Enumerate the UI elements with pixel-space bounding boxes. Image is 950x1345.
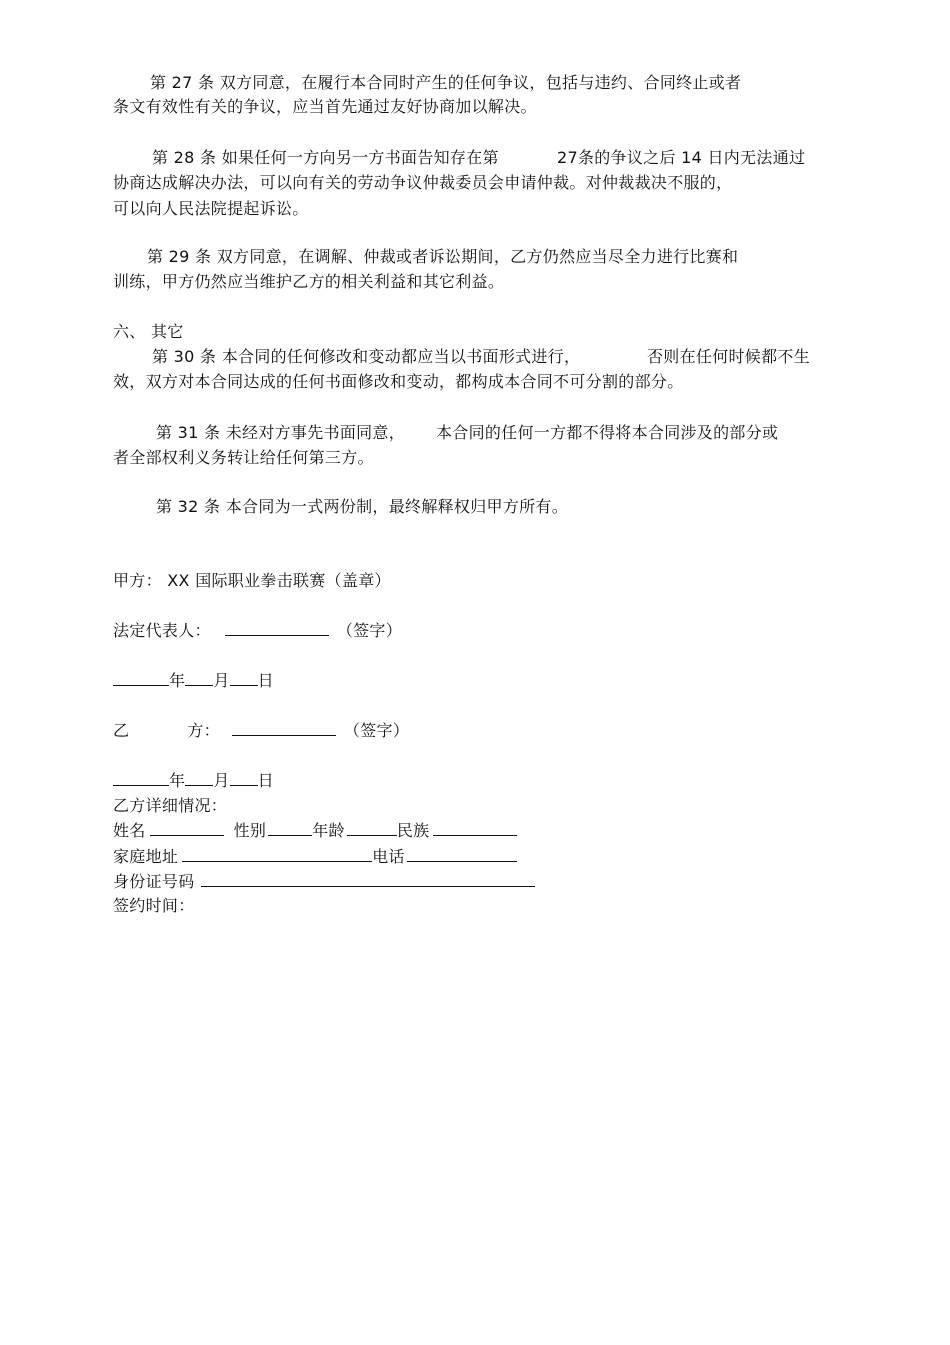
article-30-line-1a: 第 30 条 本合同的任何修改和变动都应当以书面形式进行， <box>152 347 581 366</box>
section-6-heading: 六、 其它 <box>113 322 184 341</box>
ethnicity-field[interactable] <box>433 819 517 836</box>
id-number-field[interactable] <box>201 870 535 887</box>
article-31-line-1b: 本合同的任何一方都不得将本合同涉及的部分或 <box>436 423 779 442</box>
party-b-label-1: 乙 <box>113 721 130 740</box>
legal-rep-sign-note: （签字） <box>336 621 403 640</box>
legal-rep-label: 法定代表人： <box>113 621 211 640</box>
article-28-line-1a: 第 28 条 如果任何一方向另一方书面告知存在第 <box>152 148 499 167</box>
month-label-2: 月 <box>213 771 230 790</box>
party-b-details-heading: 乙方详细情况： <box>113 796 228 815</box>
address-field[interactable] <box>182 845 372 862</box>
party-b-row <box>113 719 409 743</box>
id-label: 身份证号码 <box>113 872 195 891</box>
year-field[interactable] <box>113 669 169 686</box>
age-field[interactable] <box>347 819 397 836</box>
article-30-line-1b: 否则在任何时候都不生 <box>647 347 811 366</box>
name-field[interactable] <box>150 819 224 836</box>
party-a-line: 甲方： XX 国际职业拳击联赛（盖章） <box>113 571 391 590</box>
year-label-2: 年 <box>169 771 186 790</box>
name-label: 姓名 <box>113 821 146 840</box>
month-field-2[interactable] <box>185 769 213 786</box>
year-field-2[interactable] <box>113 769 169 786</box>
article-28-line-1b: 27条的争议之后 14 日内无法通过 <box>557 148 806 167</box>
article-28-line-2: 协商达成解决办法，可以向有关的劳动争议仲裁委员会申请仲裁。对仲裁裁决不服的， <box>113 173 733 192</box>
party-b-label-2: 方： <box>187 721 220 740</box>
phone-field[interactable] <box>407 845 517 862</box>
article-28-line-3: 可以向人民法院提起诉讼。 <box>113 199 309 218</box>
sign-time-label: 签约时间： <box>113 896 195 915</box>
day-field-2[interactable] <box>230 769 258 786</box>
id-row <box>113 870 535 894</box>
party-b-signature-field[interactable] <box>232 719 336 736</box>
article-27-line-1: 第 27 条 双方同意，在履行本合同时产生的任何争议，包括与违约、合同终止或者 <box>150 73 742 92</box>
address-label: 家庭地址 <box>113 847 179 866</box>
date-row-2 <box>113 769 274 793</box>
party-b-sign-note: （签字） <box>343 721 410 740</box>
gender-label: 性别 <box>233 821 267 840</box>
article-27-line-2: 条文有效性有关的争议，应当首先通过友好协商加以解决。 <box>113 97 537 116</box>
ethnicity-label: 民族 <box>396 821 430 840</box>
article-31-line-1a: 第 31 条 未经对方事先书面同意， <box>156 423 406 442</box>
day-field[interactable] <box>230 669 258 686</box>
age-label: 年龄 <box>312 821 345 840</box>
article-31-line-2: 者全部权利义务转让给任何第三方。 <box>113 448 374 467</box>
gender-field[interactable] <box>268 819 312 836</box>
address-row <box>113 845 517 869</box>
legal-rep-row <box>113 619 402 643</box>
article-29-line-1: 第 29 条 双方同意，在调解、仲裁或者诉讼期间，乙方仍然应当尽全力进行比赛和 <box>147 247 739 266</box>
phone-label: 电话 <box>372 847 405 866</box>
article-32-line-1: 第 32 条 本合同为一式两份制，最终解释权归甲方所有。 <box>156 497 569 516</box>
day-label: 日 <box>257 671 274 690</box>
year-label: 年 <box>169 671 186 690</box>
date-row-1 <box>113 669 274 693</box>
article-30-line-2: 效，双方对本合同达成的任何书面修改和变动，都构成本合同不可分割的部分。 <box>113 372 684 391</box>
month-label: 月 <box>213 671 230 690</box>
day-label-2: 日 <box>257 771 274 790</box>
month-field[interactable] <box>185 669 213 686</box>
personal-info-row <box>113 819 517 843</box>
legal-rep-signature-field[interactable] <box>225 619 329 636</box>
article-29-line-2: 训练，甲方仍然应当维护乙方的相关利益和其它利益。 <box>113 272 505 291</box>
